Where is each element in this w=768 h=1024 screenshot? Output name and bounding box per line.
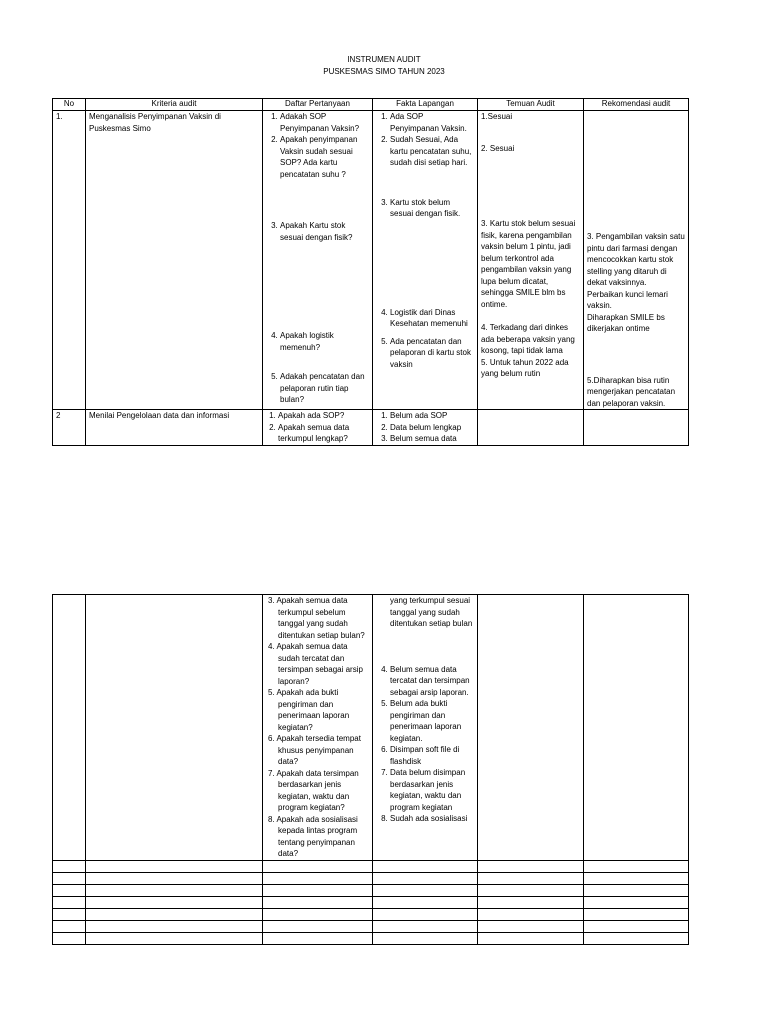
fact-item: 4. Belum semua data tercatat dan tersimpan sebagai arsip laporan. (390, 664, 474, 699)
question-item: 5. Apakah ada bukti pengiriman dan penerimaan laporan kegiatan? (268, 688, 350, 732)
fact-item: 2. Data belum lengkap (390, 422, 474, 434)
row-fakta (373, 410, 478, 446)
question-item: 5. Adakah pencatatan dan pelaporan rutin tiap bulan? (280, 371, 369, 406)
finding-item: 5. Untuk tahun 2022 ada yang belum rutin (481, 357, 569, 378)
table-header-row (53, 99, 689, 111)
empty-row (53, 860, 689, 872)
row-rekomendasi (584, 111, 689, 410)
question-item: 8. Apakah ada sosialisasi kepada lintas program tentang penyimpanan data? (268, 814, 358, 858)
finding-item: 1.Sesuai (481, 112, 513, 121)
empty-row (53, 896, 689, 908)
col-header-kriteria: Kriteria audit (86, 99, 263, 111)
col-header-no: No (53, 99, 86, 111)
table-row (53, 111, 689, 410)
fact-item: 3. Belum semua data (390, 433, 474, 445)
fact-item: 8. Sudah ada sosialisasi (390, 813, 474, 825)
question-item: 2. Apakah penyimpanan Vaksin sudah sesuai SOP? Ada kartu pencatatan suhu ? (280, 134, 369, 180)
row-pertanyaan (263, 410, 373, 446)
row-temuan (478, 111, 584, 410)
question-item: 1. Adakah SOP Penyimpanan Vaksin? (280, 111, 369, 134)
fact-item: 2. Sudah Sesuai, Ada kartu pencatatan suhu, sudah disi setiap hari. (390, 134, 474, 169)
document-title: INSTRUMEN AUDIT (347, 55, 421, 64)
question-item: 3. Apakah Kartu stok sesuai dengan fisik? (280, 220, 369, 243)
fact-item: 1. Ada SOP Penyimpanan Vaksin. (390, 111, 474, 134)
finding-item: 3. Kartu stok belum sesuai fisik, karena pengambilan vaksin belum 1 pintu, jadi belum terkontrol ada pengambilan vaksin yang lupa belum dicatat, sehingga SMILE blm bs ontime. (481, 219, 576, 309)
empty-row (53, 908, 689, 920)
question-item: 4. Apakah semua data sudah tercatat dan tersimpan sebagai arsip laporan? (268, 642, 363, 686)
fact-item: 3. Kartu stok belum sesuai dengan fisik. (390, 197, 474, 220)
recommendation-item: Perbaikan kunci lemari vaksin. (587, 289, 668, 310)
finding-item: 4. Terkadang dari dinkes ada beberapa vaksin yang kosong, tapi tidak lama (481, 323, 575, 355)
row-no: 1. (53, 111, 86, 410)
table-row (53, 595, 689, 861)
recommendation-item: Diharapkan SMILE bs dikerjakan ontime (587, 312, 665, 333)
recommendation-item: 5.Diharapkan bisa rutin mengerjakan pencatatan dan pelaporan vaksin. (587, 375, 676, 408)
col-header-rekomendasi: Rekomendasi audit (584, 99, 689, 111)
question-item: 1. Apakah ada SOP? (278, 410, 369, 422)
fact-item: 5. Belum ada bukti pengiriman dan penerimaan laporan kegiatan. (390, 698, 474, 744)
row-kriteria: Menganalisis Penyimpanan Vaksin di Puskesmas Simo (86, 111, 263, 410)
row-fakta (373, 595, 478, 861)
question-item: 6. Apakah tersedia tempat khusus penyimpanan data? (268, 734, 361, 766)
row-no: 2 (53, 410, 86, 446)
question-item: 3. Apakah semua data terkumpul sebelum tanggal yang sudah ditentukan setiap bulan? (268, 596, 365, 640)
recommendation-item: 3. Pengambilan vaksin satu pintu dari farmasi dengan mencocokkan kartu stok stelling yang ditaruh di dekat vaksinnya. (587, 232, 685, 287)
empty-row (53, 920, 689, 932)
fact-item: 4. Logistik dari Dinas Kesehatan memenuhi (390, 307, 474, 330)
empty-row (53, 932, 689, 944)
question-item: 2. Apakah semua data terkumpul lengkap? (278, 422, 369, 445)
question-item: 4. Apakah logistik memenuh? (280, 330, 369, 353)
fact-item: 7. Data belum disimpan berdasarkan jenis kegiatan, waktu dan program kegiatan (390, 767, 474, 813)
question-item: 7. Apakah data tersimpan berdasarkan jenis kegiatan, waktu dan program kegiatan? (268, 768, 359, 812)
col-header-pertanyaan: Daftar Pertanyaan (263, 99, 373, 111)
audit-table (52, 98, 689, 446)
row-pertanyaan (263, 595, 373, 861)
col-header-fakta: Fakta Lapangan (373, 99, 478, 111)
fact-item: 1. Belum ada SOP (390, 410, 474, 422)
fact-continuation: yang terkumpul sesuai tanggal yang sudah ditentukan setiap bulan (390, 596, 473, 628)
empty-row (53, 884, 689, 896)
finding-item: 2. Sesuai (481, 143, 515, 153)
col-header-temuan: Temuan Audit (478, 99, 584, 111)
empty-row (53, 872, 689, 884)
table-row (53, 410, 689, 446)
fact-item: 6. Disimpan soft file di flashdisk (390, 744, 474, 767)
row-pertanyaan (263, 111, 373, 410)
document-subtitle: PUSKESMAS SIMO TAHUN 2023 (323, 67, 445, 76)
row-fakta (373, 111, 478, 410)
audit-table-continuation (52, 594, 689, 945)
row-kriteria: Menilai Pengelolaan data dan informasi (86, 410, 263, 446)
fact-item: 5. Ada pencatatan dan pelaporan di kartu stok vaksin (390, 336, 474, 371)
